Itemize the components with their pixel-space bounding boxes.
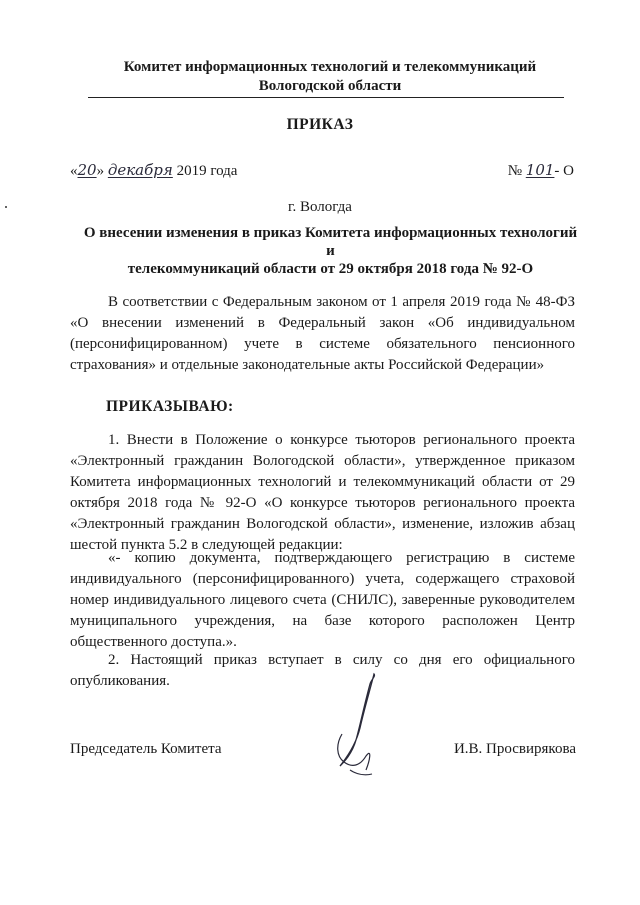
order-item-1: 1. Внести в Положение о конкурсе тьюторов регионального проекта «Электронный гражданин Вологодской области», утвержденное приказом Комитета информационных технологий и телекоммуникаций области от 29 октября 2018 года № 92-О «О конкурсе тьюторов регионального проекта «Электронный гражданин Вологодской области», изменение, изложив абзац шестой пункта 5.2 в следующей редакции:: [70, 432, 575, 553]
document-number: [508, 161, 574, 180]
subject-line2: телекоммуникаций области от 29 октября 2018 года № 92-О: [127, 261, 534, 277]
header-divider: [88, 97, 564, 98]
date-open-quote: «: [70, 163, 78, 179]
number-value: 101: [525, 161, 555, 179]
city-name: г. Вологда: [288, 199, 352, 215]
document-date: [70, 161, 237, 180]
date-day: 20: [77, 161, 97, 179]
organization-header: [80, 58, 580, 96]
subject-line1: О внесении изменения в приказ Комитета информационных технологий и: [83, 225, 578, 259]
handwritten-signature: [330, 670, 390, 790]
quoted-amendment: «- копию документа, подтверждающего регистрацию в системе индивидуального (персонифицированного) учета, содержащего страховой номер индивидуального лицевого счета (СНИЛС), заверенные руководителем муниципального учреждения, на базе которого расположен Центр общественного доступа.».: [70, 550, 575, 650]
org-name-line2: Вологодской области: [258, 78, 402, 94]
document-subject: [78, 224, 583, 278]
signatory-position: Председатель Комитета: [70, 741, 222, 757]
order-item-2: 2. Настоящий приказ вступает в силу со дня его официального опубликования.: [70, 652, 575, 689]
date-year: 2019 года: [176, 163, 238, 179]
document-title: ПРИКАЗ: [286, 116, 354, 133]
signatory-name: И.В. Просвирякова: [453, 741, 576, 757]
date-close-quote: »: [96, 163, 105, 179]
date-month: декабря: [107, 161, 173, 179]
number-prefix: №: [507, 163, 523, 179]
preamble-paragraph: В соответствии с Федеральным законом от 1 апреля 2019 года № 48-ФЗ «О внесении изменений в Федеральный закон «Об индивидуальном (персонифицированном) учете в системе обязательного пенсионного страхования» и отдельные законодательные акты Российской Федерации»: [70, 294, 575, 373]
number-suffix: - О: [554, 163, 574, 179]
org-name-line1: Комитет информационных технологий и телекоммуникаций: [123, 59, 537, 75]
order-heading: ПРИКАЗЫВАЮ:: [106, 398, 234, 415]
